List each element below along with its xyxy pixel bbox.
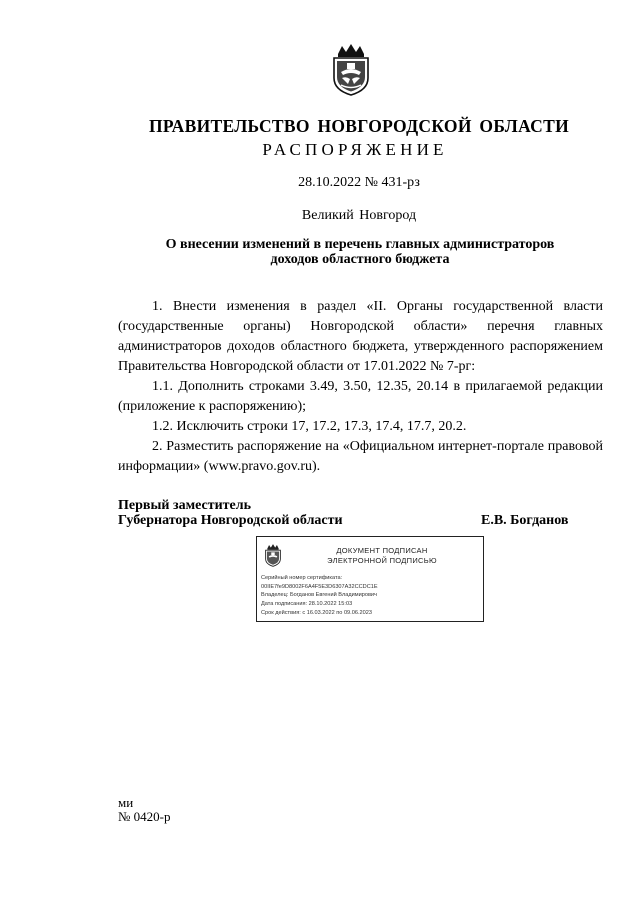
subject-line-2: доходов областного бюджета: [270, 252, 450, 267]
signatory-position-line-1: Первый заместитель: [118, 498, 251, 513]
paragraph-1: 1. Внести изменения в раздел «II. Органы государственной власти (государственные органы) Новгородской области» перечня главных администраторов доходов областного бюджета, утвержденного распоряжением Правительства Новгородской области от 17.01.2022 № 7-рг:: [118, 299, 603, 374]
footer-code: № 0420-р: [118, 809, 171, 824]
document-date-number: 28.10.2022 № 431-рз: [298, 175, 420, 190]
novgorod-coat-of-arms-icon: [263, 543, 283, 567]
document-footer: [118, 796, 170, 824]
paragraph-1-1: 1.1. Дополнить строками 3.49, 3.50, 12.35, 20.14 в прилагаемой редакции (приложение к распоряжению);: [118, 379, 603, 414]
stamp-details: [261, 574, 378, 618]
paragraph-2: 2. Разместить распоряжение на «Официальном интернет-портале правовой информации» (www.pravo.gov.ru).: [118, 439, 603, 474]
stamp-title-line-2: ЭЛЕКТРОННОЙ ПОДПИСЬЮ: [327, 556, 437, 565]
novgorod-coat-of-arms-icon: [328, 42, 374, 96]
stamp-certificate-number: 00IIE7fe9D8002F6A4F5E3D6307A32CCDC1E: [261, 583, 378, 590]
signatory-position: [118, 498, 343, 528]
document-body: [118, 297, 603, 477]
document-type: РАСПОРЯЖЕНИЕ: [262, 140, 448, 159]
subject-line-1: О внесении изменений в перечень главных администраторов: [165, 237, 555, 252]
stamp-signing-date: Дата подписания: 28.10.2022 15:03: [261, 601, 353, 608]
document-subject: [140, 237, 580, 267]
footer-initials: ми: [118, 795, 134, 810]
signatory-name: Е.В. Богданов: [481, 513, 569, 528]
electronic-signature-stamp: [256, 536, 484, 622]
paragraph-1-2: 1.2. Исключить строки 17, 17.2, 17.3, 17.4, 17.7, 20.2.: [152, 419, 467, 434]
stamp-owner: Владелец: Богданов Евгений Владимирович: [261, 592, 377, 599]
signatory-position-line-2: Губернатора Новгородской области: [118, 513, 343, 528]
stamp-certificate-label: Серийный номер сертификата:: [261, 575, 343, 581]
document-city: Великий Новгород: [301, 208, 417, 223]
stamp-title-line-1: ДОКУМЕНТ ПОДПИСАН: [336, 546, 428, 555]
stamp-title: [287, 546, 477, 566]
government-title: ПРАВИТЕЛЬСТВО НОВГОРОДСКОЙ ОБЛАСТИ: [149, 116, 569, 136]
stamp-validity: Срок действия: с 16.03.2022 по 09.06.2023: [261, 609, 372, 616]
